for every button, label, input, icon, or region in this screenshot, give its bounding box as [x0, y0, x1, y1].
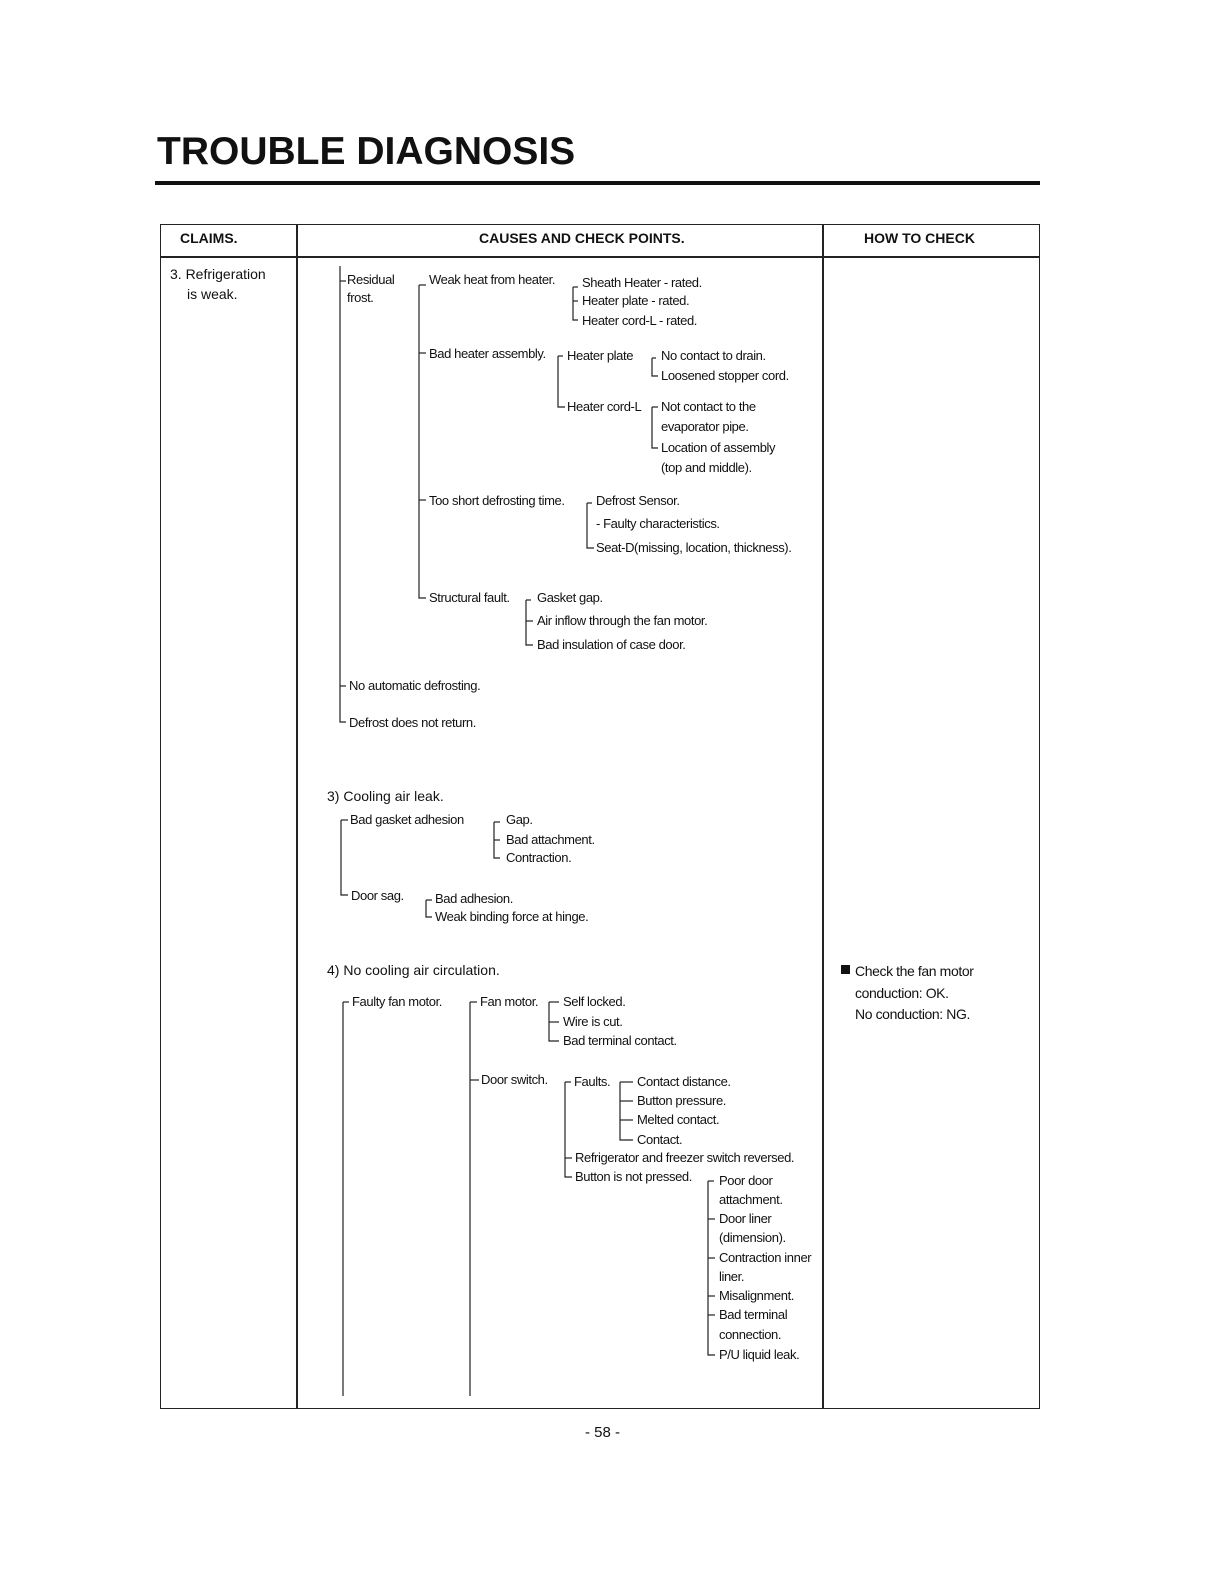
- button-not-pressed-label: Button is not pressed.: [575, 1169, 692, 1184]
- faulty-characteristics-label: - Faulty characteristics.: [596, 516, 720, 531]
- contact-distance-label: Contact distance.: [637, 1074, 731, 1089]
- bad-adhesion-label: Bad adhesion.: [435, 891, 513, 906]
- door-sag-label: Door sag.: [351, 888, 404, 903]
- heater-plate-rated-label: Heater plate - rated.: [582, 293, 690, 308]
- poor-door-label-2: attachment.: [719, 1192, 783, 1207]
- defrost-sensor-label: Defrost Sensor.: [596, 493, 680, 508]
- location-label-2: (top and middle).: [661, 460, 752, 475]
- self-locked-label: Self locked.: [563, 994, 626, 1009]
- claim-line-2: is weak.: [187, 286, 238, 302]
- misalignment-label: Misalignment.: [719, 1288, 794, 1303]
- residual-label-1: Residual: [347, 272, 395, 287]
- door-switch-label: Door switch.: [481, 1072, 548, 1087]
- gap-label: Gap.: [506, 812, 533, 827]
- how-to-check-line-3: No conduction: NG.: [855, 1006, 970, 1022]
- door-liner-label-2: (dimension).: [719, 1230, 786, 1245]
- bad-terminal-label-1: Bad terminal: [719, 1307, 788, 1322]
- bad-heater-assembly-label: Bad heater assembly.: [429, 346, 546, 361]
- faults-label: Faults.: [574, 1074, 611, 1089]
- bad-terminal-label-2: connection.: [719, 1327, 782, 1342]
- heater-cord-label: Heater cord-L: [567, 399, 642, 414]
- no-auto-defrost-label: No automatic defrosting.: [349, 678, 481, 693]
- header-claims: CLAIMS.: [180, 230, 238, 246]
- weak-heat-label: Weak heat from heater.: [429, 272, 556, 287]
- air-inflow-label: Air inflow through the fan motor.: [537, 613, 708, 628]
- pu-leak-label: P/U liquid leak.: [719, 1347, 800, 1362]
- button-pressure-label: Button pressure.: [637, 1093, 726, 1108]
- sheath-heater-label: Sheath Heater - rated.: [582, 275, 702, 290]
- gasket-gap-label: Gasket gap.: [537, 590, 603, 605]
- page-number: - 58 -: [585, 1424, 621, 1441]
- how-to-check-line-1: Check the fan motor: [855, 963, 974, 979]
- switch-reversed-label: Refrigerator and freezer switch reversed.: [575, 1150, 795, 1165]
- defrost-not-return-label: Defrost does not return.: [349, 715, 476, 730]
- door-liner-label-1: Door liner: [719, 1211, 772, 1226]
- structural-fault-label: Structural fault.: [429, 590, 510, 605]
- not-contact-label-1: Not contact to the: [661, 399, 756, 414]
- contraction-label: Contraction.: [506, 850, 572, 865]
- bad-terminal-contact-label: Bad terminal contact.: [563, 1033, 677, 1048]
- contraction-inner-label-2: liner.: [719, 1269, 745, 1284]
- loosened-stopper-label: Loosened stopper cord.: [661, 368, 789, 383]
- no-circulation-heading: 4) No cooling air circulation.: [327, 962, 500, 978]
- bad-insulation-label: Bad insulation of case door.: [537, 637, 686, 652]
- no-contact-drain-label: No contact to drain.: [661, 348, 766, 363]
- wire-cut-label: Wire is cut.: [563, 1014, 623, 1029]
- header-causes: CAUSES AND CHECK POINTS.: [479, 230, 685, 246]
- not-contact-label-2: evaporator pipe.: [661, 419, 749, 434]
- residual-label-2: frost.: [347, 290, 374, 305]
- too-short-defrost-label: Too short defrosting time.: [429, 493, 565, 508]
- location-label-1: Location of assembly: [661, 440, 776, 455]
- weak-binding-label: Weak binding force at hinge.: [435, 909, 589, 924]
- poor-door-label-1: Poor door: [719, 1173, 773, 1188]
- faulty-fan-label: Faulty fan motor.: [352, 994, 443, 1009]
- page-title: TROUBLE DIAGNOSIS: [157, 130, 576, 173]
- how-to-check-line-2: conduction: OK.: [855, 985, 949, 1001]
- claim-line-1: 3. Refrigeration: [170, 266, 266, 282]
- contraction-inner-label-1: Contraction inner: [719, 1250, 812, 1265]
- header-how-to-check: HOW TO CHECK: [864, 230, 975, 246]
- melted-contact-label: Melted contact.: [637, 1112, 720, 1127]
- heater-plate-label: Heater plate: [567, 348, 634, 363]
- bad-gasket-label: Bad gasket adhesion: [350, 812, 464, 827]
- contact-label: Contact.: [637, 1132, 683, 1147]
- bad-attachment-label: Bad attachment.: [506, 832, 595, 847]
- cooling-leak-heading: 3) Cooling air leak.: [327, 788, 444, 804]
- heater-cord-rated-label: Heater cord-L - rated.: [582, 313, 697, 328]
- seat-d-label: Seat-D(missing, location, thickness).: [596, 540, 792, 555]
- fan-motor-label: Fan motor.: [480, 994, 539, 1009]
